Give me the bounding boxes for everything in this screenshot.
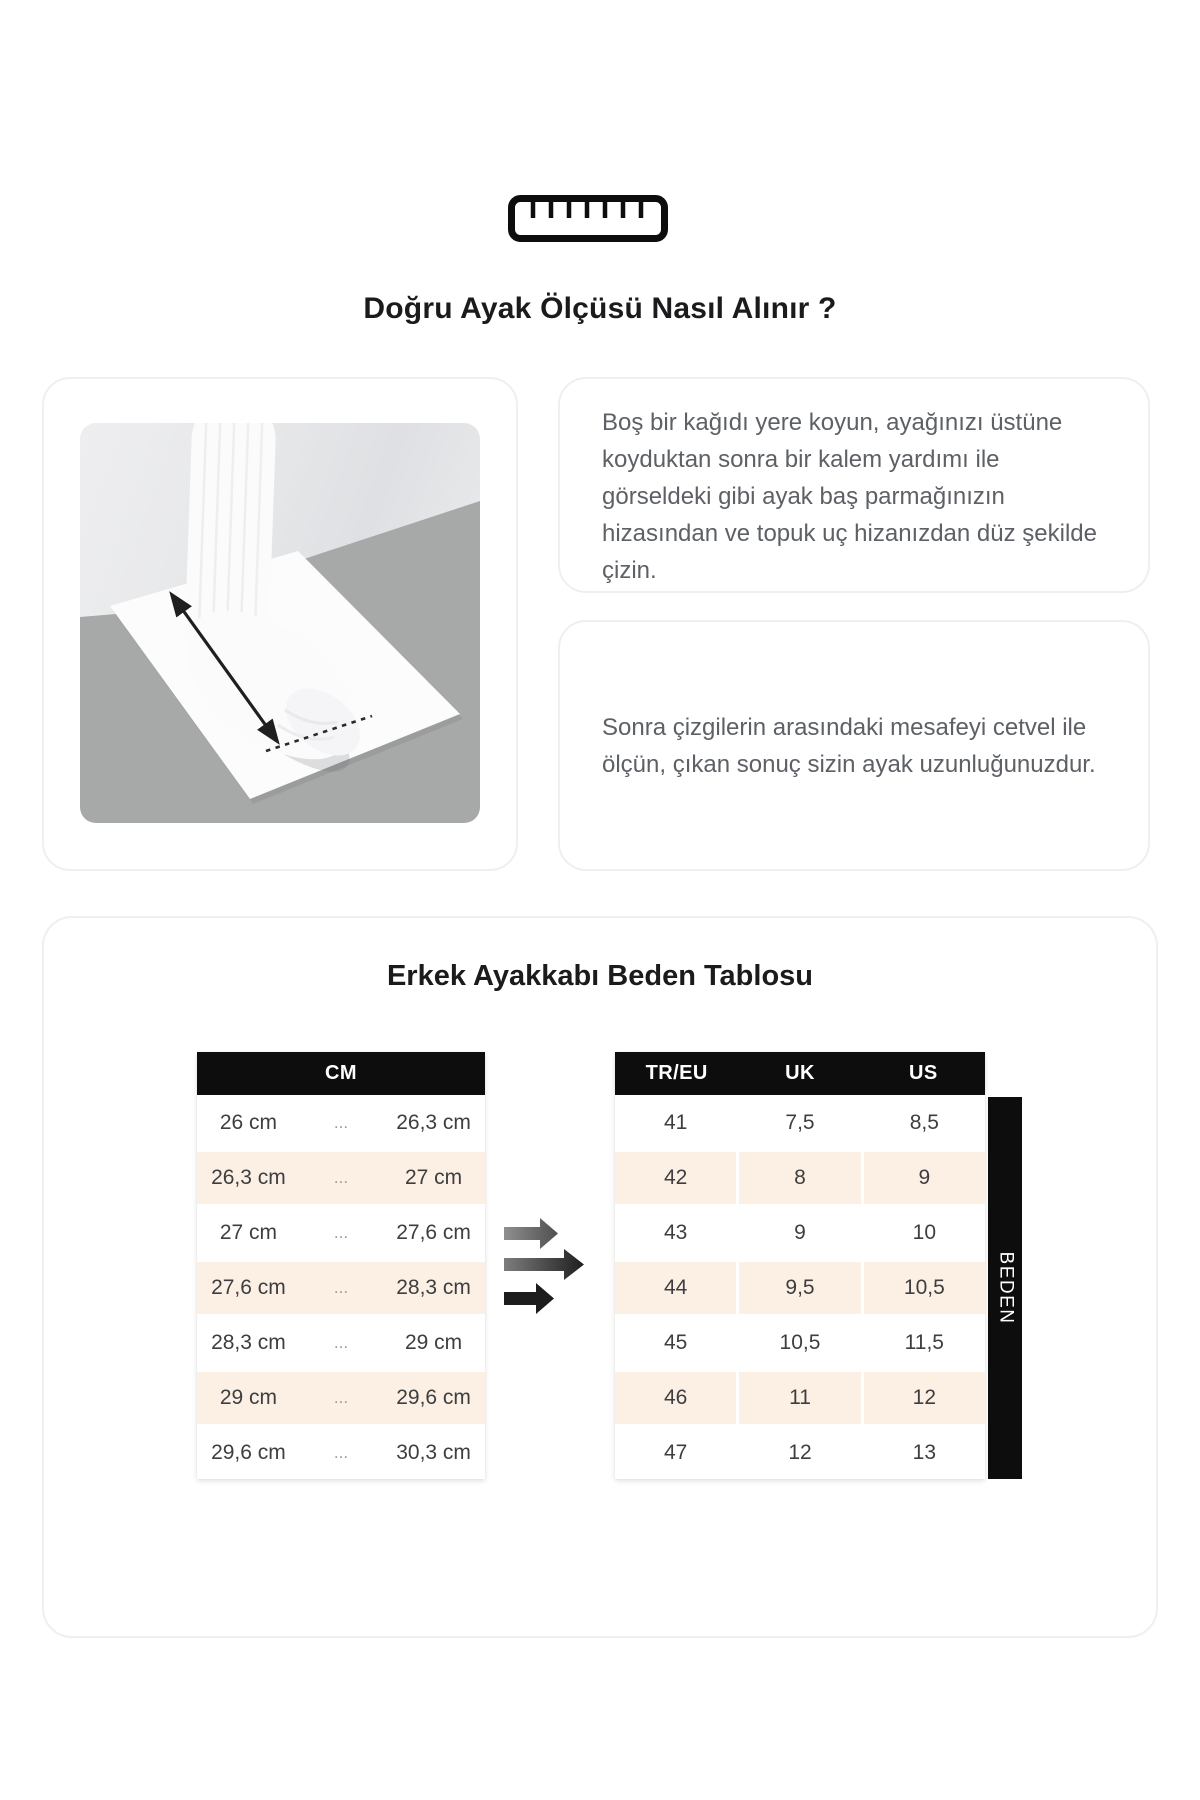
foot-measure-image-card [42,377,518,871]
size-uk: 7,5 [739,1097,860,1149]
range-dots: ... [333,1168,349,1187]
cm-table-row [197,1372,485,1427]
range-dots: ... [333,1278,349,1297]
size-chart-card [42,916,1158,1638]
foot-on-paper-illustration [80,423,480,823]
cm-range-from: 26 cm [219,1111,278,1134]
beden-side-bar [988,1097,1022,1479]
size-uk: 11 [739,1372,860,1424]
conversion-arrows-icon [502,1216,602,1316]
size-table-row [615,1152,985,1207]
size-tr-eu: 42 [615,1152,736,1204]
size-column-header: TR/EU [645,1062,708,1084]
cm-range-from: 28,3 cm [211,1331,286,1354]
size-us: 11,5 [864,1317,985,1369]
cm-range-from: 27 cm [219,1221,278,1244]
instruction-card-step1 [558,377,1150,593]
size-column-header: US [909,1062,938,1084]
instruction-text-step2: Sonra çizgilerin arasındaki mesafeyi cetvel ile ölçün, çıkan sonuç sizin ayak uzunluğunuzdur. [602,713,1096,778]
cm-table-row [197,1317,485,1372]
cm-range-to: 30,3 cm [396,1441,471,1464]
size-uk: 9 [739,1207,860,1259]
cm-range-from: 27,6 cm [211,1276,286,1299]
range-dots: ... [333,1113,349,1132]
cm-table-row [197,1097,485,1152]
size-uk: 8 [739,1152,860,1204]
size-uk: 10,5 [739,1317,860,1369]
ruler-icon [508,195,668,242]
cm-table-row [197,1427,485,1479]
instruction-card-step2 [558,620,1150,871]
size-uk: 12 [739,1427,860,1479]
range-dots: ... [333,1223,349,1242]
cm-range-from: 29 cm [219,1386,278,1409]
size-us: 10,5 [864,1262,985,1314]
size-tr-eu: 41 [615,1097,736,1149]
size-us: 9 [864,1152,985,1204]
size-table-row [615,1097,985,1152]
cm-range-from: 29,6 cm [211,1441,286,1464]
cm-range-to: 29 cm [404,1331,463,1354]
cm-range-to: 27,6 cm [396,1221,471,1244]
size-tr-eu: 44 [615,1262,736,1314]
size-table-row [615,1207,985,1262]
range-dots: ... [333,1333,349,1352]
cm-table-row [197,1262,485,1317]
cm-table-row [197,1152,485,1207]
size-us: 8,5 [864,1097,985,1149]
cm-range-to: 29,6 cm [396,1386,471,1409]
size-table-row [615,1262,985,1317]
cm-range-to: 28,3 cm [396,1276,471,1299]
size-tr-eu: 47 [615,1427,736,1479]
size-tr-eu: 43 [615,1207,736,1259]
range-dots: ... [333,1388,349,1407]
instruction-text-step1: Boş bir kağıdı yere koyun, ayağınızı üstüne koyduktan sonra bir kalem yardımı ile görseldeki gibi ayak baş parmağınızın hizasından ve topuk uç hizanızdan düz şekilde çizin. [602,409,1097,584]
shoe-size-table [615,1052,985,1479]
cm-table-row [197,1207,485,1262]
size-us: 12 [864,1372,985,1424]
size-tr-eu: 46 [615,1372,736,1424]
page-title: Doğru Ayak Ölçüsü Nasıl Alınır ? [363,292,837,325]
size-column-header: UK [785,1062,815,1084]
cm-range-to: 27 cm [404,1166,463,1189]
size-table-row [615,1372,985,1427]
size-chart-title: Erkek Ayakkabı Beden Tablosu [386,960,814,992]
size-us: 13 [864,1427,985,1479]
size-us: 10 [864,1207,985,1259]
size-table-row [615,1427,985,1479]
size-table-body [615,1097,985,1479]
cm-range-table [197,1052,485,1479]
size-table-row [615,1317,985,1372]
beden-label: BEDEN [995,1251,1016,1325]
size-uk: 9,5 [739,1262,860,1314]
cm-range-to: 26,3 cm [396,1111,471,1134]
cm-table-header: CM [197,1052,485,1095]
size-tr-eu: 45 [615,1317,736,1369]
range-dots: ... [333,1443,349,1462]
cm-range-from: 26,3 cm [211,1166,286,1189]
size-table-header-row [615,1052,985,1095]
cm-table-body [197,1097,485,1479]
